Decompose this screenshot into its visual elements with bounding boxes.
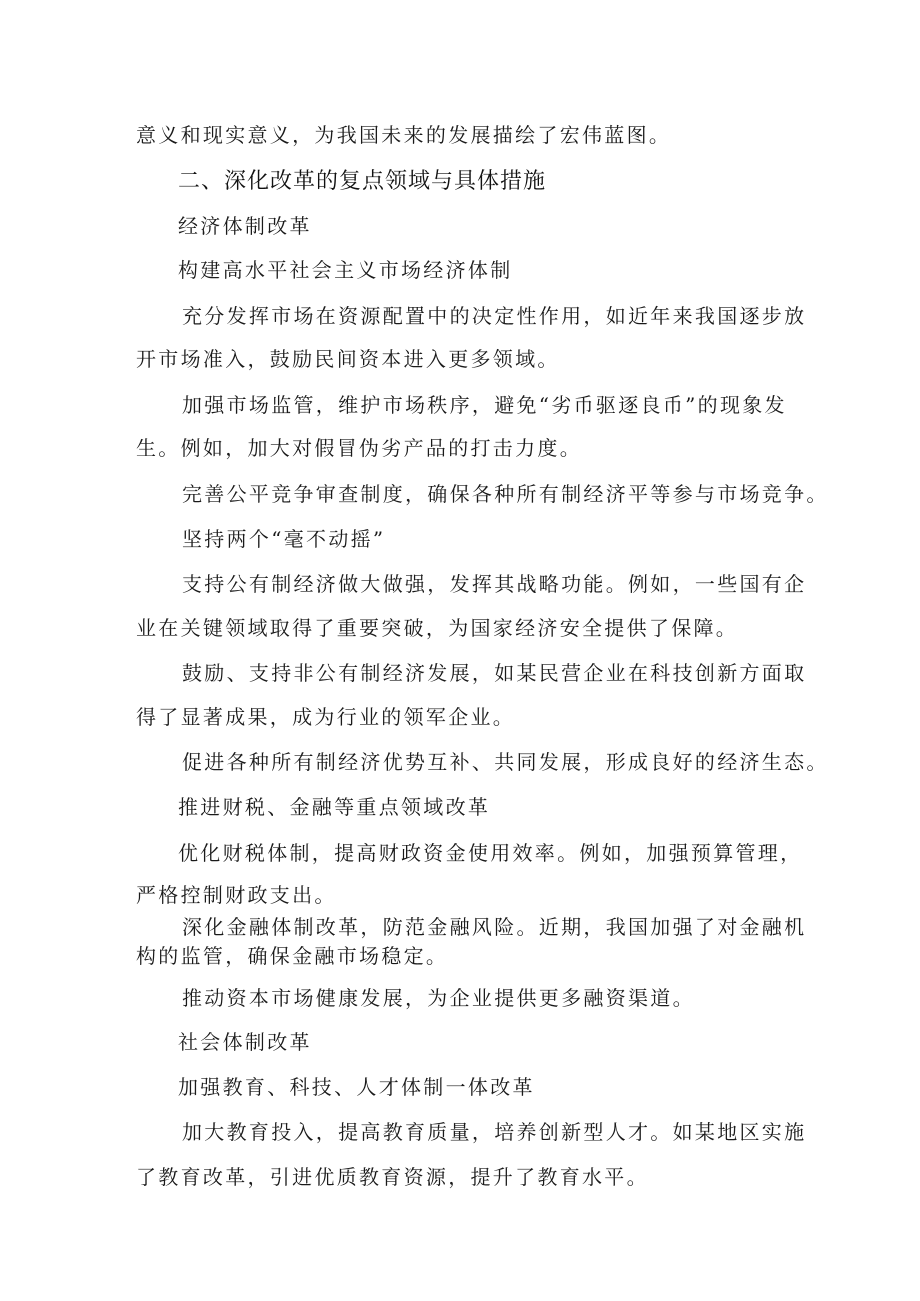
paragraph-line: 业在关键领域取得了重要突破，为国家经济安全提供了保障。 <box>136 616 739 640</box>
paragraph-line: 促进各种所有制经济优势互补、共同发展，形成良好的经济生态。 <box>182 750 829 774</box>
subsection-heading: 社会体制改革 <box>178 1030 312 1054</box>
paragraph-line: 支持公有制经济做大做强，发挥其战略功能。例如，一些国有企 <box>182 572 807 596</box>
paragraph-line: 充分发挥市场在资源配置中的决定性作用，如近年来我国逐步放 <box>182 304 807 328</box>
subsection-heading: 加强教育、科技、人才体制一体改革 <box>178 1075 535 1099</box>
paragraph-line: 了教育改革，引进优质教育资源，提升了教育水平。 <box>136 1165 649 1189</box>
paragraph-line: 深化金融体制改革，防范金融风险。近期，我国加强了对金融机 <box>182 915 807 939</box>
paragraph-line: 完善公平竞争审查制度，确保各种所有制经济平等参与市场竞争。 <box>182 482 829 506</box>
paragraph-line: 加强市场监管，维护市场秩序，避免“劣币驱逐良币”的现象发 <box>182 393 787 417</box>
subsection-heading: 坚持两个“毫不动摇” <box>182 527 386 551</box>
paragraph-line: 开市场准入，鼓励民间资本进入更多领域。 <box>136 347 560 371</box>
paragraph-line: 生。例如，加大对假冒伪劣产品的打击力度。 <box>136 436 582 460</box>
paragraph-line: 优化财税体制，提高财政资金使用效率。例如，加强预算管理， <box>178 841 803 865</box>
subsection-heading: 构建高水平社会主义市场经济体制 <box>178 258 513 282</box>
paragraph-line: 推动资本市场健康发展，为企业提供更多融资渠道。 <box>182 986 695 1010</box>
paragraph-line: 加大教育投入，提高教育质量，培养创新型人才。如某地区实施 <box>182 1120 807 1144</box>
paragraph-line: 意义和现实意义，为我国未来的发展描绘了宏伟蓝图。 <box>136 123 672 147</box>
paragraph-line: 严格控制财政支出。 <box>136 883 337 907</box>
paragraph-line: 得了显著成果，成为行业的领军企业。 <box>136 705 516 729</box>
paragraph-line: 构的监管，确保金融市场稳定。 <box>136 944 449 968</box>
subsection-heading: 推进财税、金融等重点领域改革 <box>178 795 491 819</box>
subsection-heading: 经济体制改革 <box>178 214 312 238</box>
paragraph-line: 鼓励、支持非公有制经济发展，如某民营企业在科技创新方面取 <box>182 661 807 685</box>
section-heading: 二、深化改革的复点领域与具体措施 <box>178 169 547 194</box>
